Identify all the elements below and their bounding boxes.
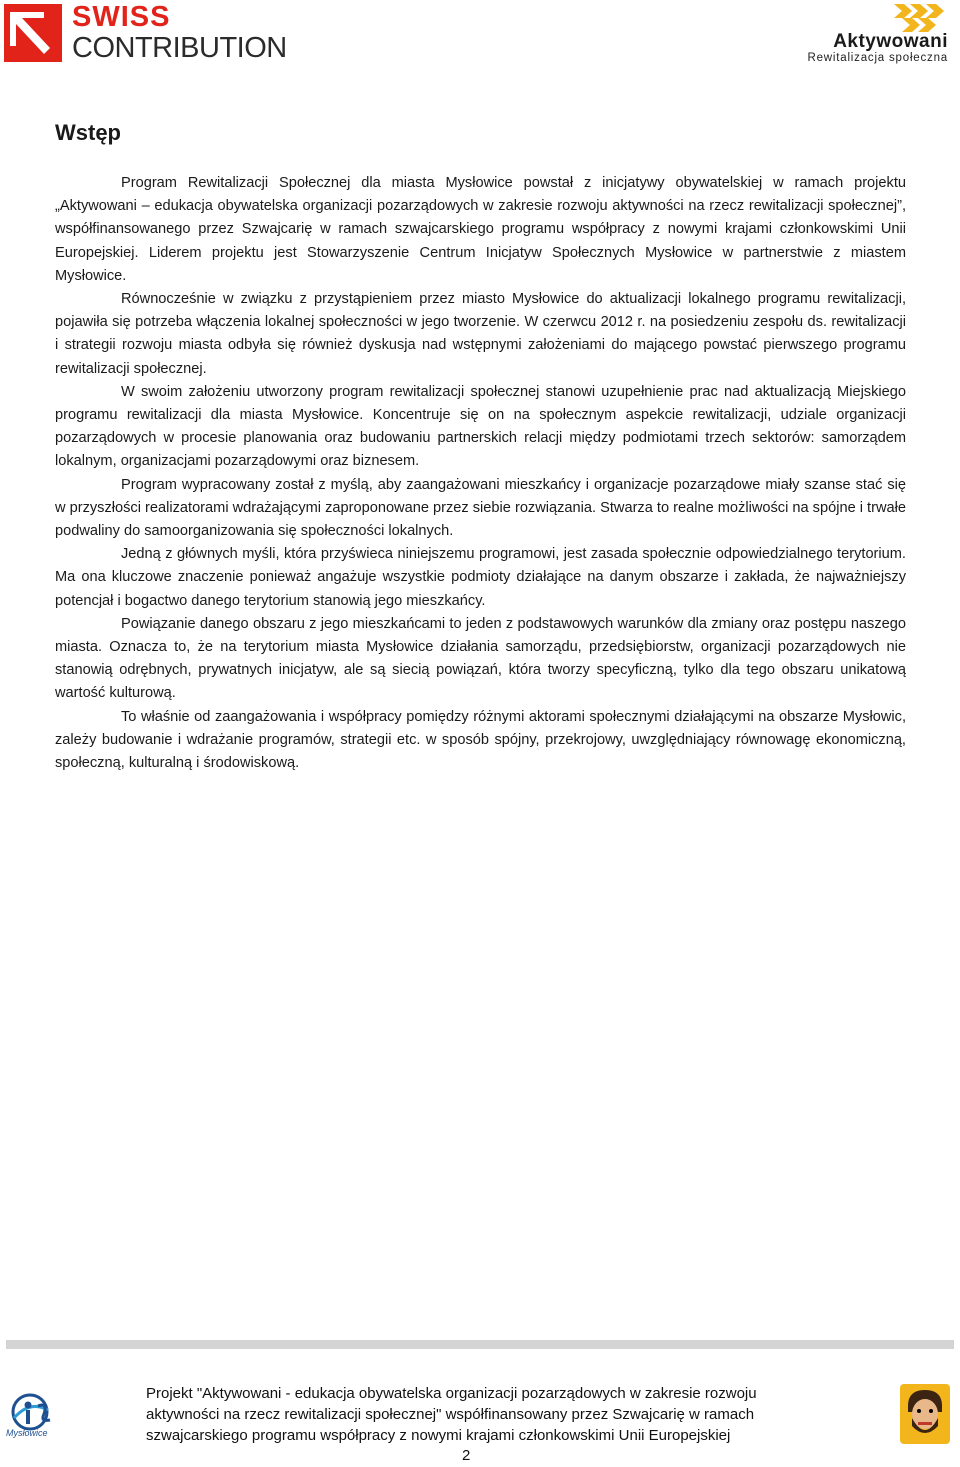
contribution-word: CONTRIBUTION: [72, 32, 287, 64]
swiss-word: SWISS: [72, 1, 171, 33]
myslowice-logo-caption: Mysłowice: [6, 1428, 48, 1438]
paragraph: Program wypracowany został z myślą, aby zaangażowani mieszkańcy i organizacje pozarządowe miały szanse stać się w przyszłości realizatorami wdrażającymi zaproponowane przez siebie rozwiązania. Stwarza to realne możliwości na spójne i trwałe podwaliny do samoorganizowania się społeczności lokalnych.: [55, 476, 906, 540]
paragraph: To właśnie od zaangażowania i współpracy pomiędzy różnymi aktorami społecznymi działającymi na obszarze Mysłowic, zależy budowanie i wdrażanie programów, strategii etc. w sposób spójny, przekrojowy, uwzględniający równowagę ekonomiczną, społeczną, kulturalną i środowiskową.: [55, 708, 906, 772]
footer-line: aktywności na rzecz rewitalizacji społecznej" współfinansowany przez Szwajcarię w ramach: [146, 1406, 755, 1423]
paragraph: W swoim założeniu utworzony program rewitalizacji społecznej stanowi uzupełnienie prac nad aktualizacją Miejskiego programu rewitalizacji dla miasta Mysłowice. Koncentruje się on na społecznym aspekcie rewitalizacji, udziale organizacji pozarządowych w procesie planowania oraz budowaniu partnerskich relacji między podmiotami trzech sektorów: samorządem lokalnym, organizacjami pozarządowymi oraz biznesem.: [55, 383, 906, 470]
swiss-contribution-logo: [0, 0, 300, 70]
aktywowani-subtitle: Rewitalizacja społeczna: [807, 52, 948, 64]
paragraph: Powiązanie danego obszaru z jego mieszkańcami to jeden z podstawowych warunków dla zmiany oraz postępu naszego miasta. Oznacza to, że na terytorium miasta Mysłowice działania samorządu, przedsiębiorstw, organizacji pozarządowych nie stanowią odrębnych, prywatnych inicjatyw, ale są siecią powiązań, która tworzy specyficzną, tylko dla tego obszaru unikatową wartość kulturową.: [55, 615, 906, 702]
paragraph: Równocześnie w związku z przystąpieniem przez miasto Mysłowice do aktualizacji lokalnego programu rewitalizacji, pojawiła się potrzeba włączenia lokalnej społeczności w jego tworzenie. W czerwcu 2012 r. na posiedzeniu zespołu ds. rewitalizacji i strategii rozwoju miasta odbyła się również dyskusja nad wstępnymi założeniami do mającego powstać pierwszego programu rewitalizacji społecznej.: [55, 291, 906, 377]
aktywowani-logo: [792, 0, 952, 70]
footer-line: szwajcarskiego programu współpracy z nowymi krajami członkowskimi Unii Europejskiej: [146, 1427, 731, 1444]
mascot-face-icon: [898, 1382, 952, 1446]
document-body: [55, 172, 906, 775]
aktywowani-title: Aktywowani: [833, 31, 948, 52]
page-number: 2: [462, 1447, 471, 1464]
swiss-flag-icon: [4, 4, 62, 62]
footer-project-info: [146, 1383, 846, 1446]
footer-divider: [6, 1340, 954, 1349]
paragraph: Program Rewitalizacji Społecznej dla miasta Mysłowice powstał z inicjatywy obywatelskiej w ramach projektu „Aktywowani – edukacja obywatelska organizacji pozarządowych w zakresie rozwoju aktywności na rzecz rewitalizacji społecznej”, współfinansowanego przez Szwajcarię w ramach szwajcarskiego programu współpracy z nowymi krajami członkowskimi Unii Europejskiej. Liderem projektu jest Stowarzyszenie Centrum Inicjatyw Społecznych Mysłowice w partnerstwie z miastem Mysłowice.: [55, 175, 906, 284]
footer-line: Projekt "Aktywowani - edukacja obywatelska organizacji pozarządowych w zakresie rozwoju: [146, 1385, 757, 1402]
paragraph: Jedną z głównych myśli, która przyświeca niniejszemu programowi, jest zasada społecznie odpowiedzialnego terytorium. Ma ona kluczowe znaczenie ponieważ angażuje wszystkie podmioty działające na danym obszarze i zakłada, że najważniejszy potencjał i bogactwo danego terytorium stanowią jego mieszkańcy.: [55, 546, 906, 609]
page-title: Wstęp: [55, 120, 121, 145]
chevrons-icon: [892, 2, 948, 32]
